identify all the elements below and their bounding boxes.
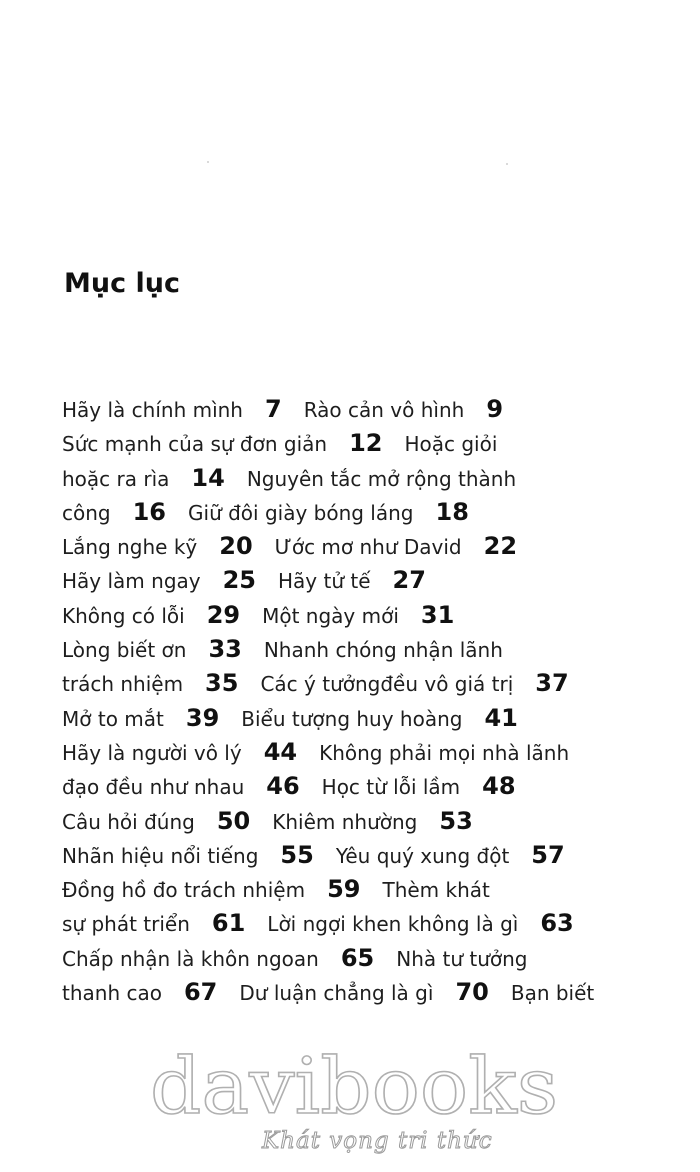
toc-page-number: 33 [208, 635, 242, 664]
toc-entry-title: Nguyên tắc mở rộng thành [246, 466, 517, 491]
toc-page-number: 27 [392, 566, 426, 595]
toc-entry-title: Sức mạnh của sự đơn giản [62, 432, 328, 457]
toc-line [62, 598, 662, 632]
toc-entry-title: Hãy tử tế [278, 569, 371, 594]
toc-entry-title: Dư luận chẳng là gì [239, 981, 434, 1006]
toc-line [62, 701, 662, 735]
toc-page-number: 50 [216, 806, 251, 835]
toc-entry-title: Biểu tượng huy hoàng [241, 706, 463, 731]
toc-line [62, 495, 662, 529]
toc-line [62, 941, 662, 975]
publisher-logo [150, 1035, 570, 1125]
toc-entry-title: Hãy làm ngay [62, 569, 201, 594]
scan-speck [207, 161, 209, 163]
toc-entry-title: Một ngày mới [262, 603, 399, 628]
toc-entry-title: Ước mơ như David [274, 535, 462, 560]
toc-entry-title: Thèm khát [382, 878, 490, 903]
toc-page-number: 41 [484, 703, 518, 732]
toc-entry-title: Các ý tưởngđều vô giá trị [260, 672, 514, 697]
toc-entry-title: Nhãn hiệu nổi tiếng [62, 843, 259, 868]
toc-entry-title: Nhanh chóng nhận lãnh [263, 638, 503, 663]
toc-line [62, 632, 662, 666]
toc-entry-title: Yêu quý xung đột [335, 843, 510, 868]
toc-entry-title: trách nhiệm [62, 672, 184, 697]
toc-entry-title: sự phát triển [62, 912, 190, 937]
toc-page-number: 22 [483, 532, 518, 561]
toc-page-number: 7 [265, 395, 282, 423]
toc-entry-title: đạo đều như nhau [62, 775, 245, 800]
toc-page-number: 44 [263, 737, 298, 766]
toc-entry-title: công [62, 500, 111, 525]
toc-page-number: 59 [327, 875, 361, 904]
publisher-logo-text: davibooks [150, 1042, 558, 1125]
page-title: Mục lục [64, 268, 180, 299]
toc-page-number: 37 [535, 669, 569, 698]
toc-page-number: 55 [280, 840, 314, 869]
table-of-contents [62, 392, 662, 1009]
toc-entry-title: hoặc ra rìa [62, 466, 170, 491]
toc-line [62, 872, 662, 906]
toc-page-number: 57 [531, 840, 565, 869]
publisher-tagline: Khát vọng tri thức [262, 1128, 493, 1154]
toc-line [62, 426, 662, 460]
toc-page-number: 61 [211, 909, 246, 938]
toc-entry-title: Rào cản vô hình [303, 398, 465, 422]
toc-line [62, 666, 662, 700]
toc-entry-title: thanh cao [62, 981, 162, 1006]
toc-entry-title: Học từ lỗi lầm [321, 775, 461, 800]
toc-page-number: 39 [185, 703, 220, 732]
toc-page-number: 20 [219, 532, 253, 561]
toc-entry-title: Giữ đôi giày bóng láng [188, 500, 414, 525]
toc-entry-title: Hãy là người vô lý [62, 740, 242, 765]
toc-page-number: 67 [183, 978, 218, 1007]
toc-page-number: 16 [132, 497, 167, 526]
toc-page-number: 65 [340, 943, 375, 972]
toc-page-number: 48 [482, 772, 516, 801]
toc-entry-title: Không có lỗi [62, 603, 185, 628]
scan-speck [506, 163, 508, 165]
toc-page-number: 14 [191, 463, 225, 492]
toc-entry-title: Lòng biết ơn [62, 638, 187, 663]
toc-line [62, 838, 662, 872]
toc-line [62, 529, 662, 563]
toc-page-number: 35 [205, 669, 239, 698]
toc-page-number: 29 [206, 600, 241, 629]
toc-entry-title: Bạn biết [510, 981, 595, 1006]
toc-line [62, 769, 662, 803]
toc-entry-title: Mở to mắt [62, 706, 164, 731]
toc-line [62, 461, 662, 495]
toc-page-number: 12 [349, 429, 383, 458]
toc-entry-title: Lắng nghe kỹ [62, 535, 198, 560]
toc-page-number: 46 [266, 772, 300, 801]
toc-entry-title: Câu hỏi đúng [62, 809, 195, 834]
toc-entry-title: Lời ngợi khen không là gì [267, 912, 519, 937]
toc-page-number: 63 [540, 909, 574, 938]
toc-page-number: 25 [222, 566, 257, 595]
toc-page-number: 70 [455, 978, 489, 1007]
toc-page-number: 9 [486, 395, 504, 423]
toc-line [62, 563, 662, 597]
toc-entry-title: Hoặc giỏi [404, 432, 498, 457]
toc-line [62, 392, 662, 426]
toc-page-number: 18 [435, 497, 469, 526]
toc-line [62, 906, 662, 940]
toc-entry-title: Đồng hồ đo trách nhiệm [62, 878, 306, 903]
toc-entry-title: Không phải mọi nhà lãnh [319, 740, 570, 765]
toc-page-number: 53 [439, 806, 473, 835]
toc-entry-title: Khiêm nhường [272, 809, 418, 834]
toc-line [62, 804, 662, 838]
toc-line [62, 975, 662, 1009]
toc-page-number: 31 [420, 600, 455, 629]
toc-entry-title: Hãy là chính mình [62, 398, 243, 422]
toc-entry-title: Chấp nhận là khôn ngoan [62, 946, 319, 971]
toc-entry-title: Nhà tư tưởng [396, 946, 528, 971]
toc-line [62, 735, 662, 769]
